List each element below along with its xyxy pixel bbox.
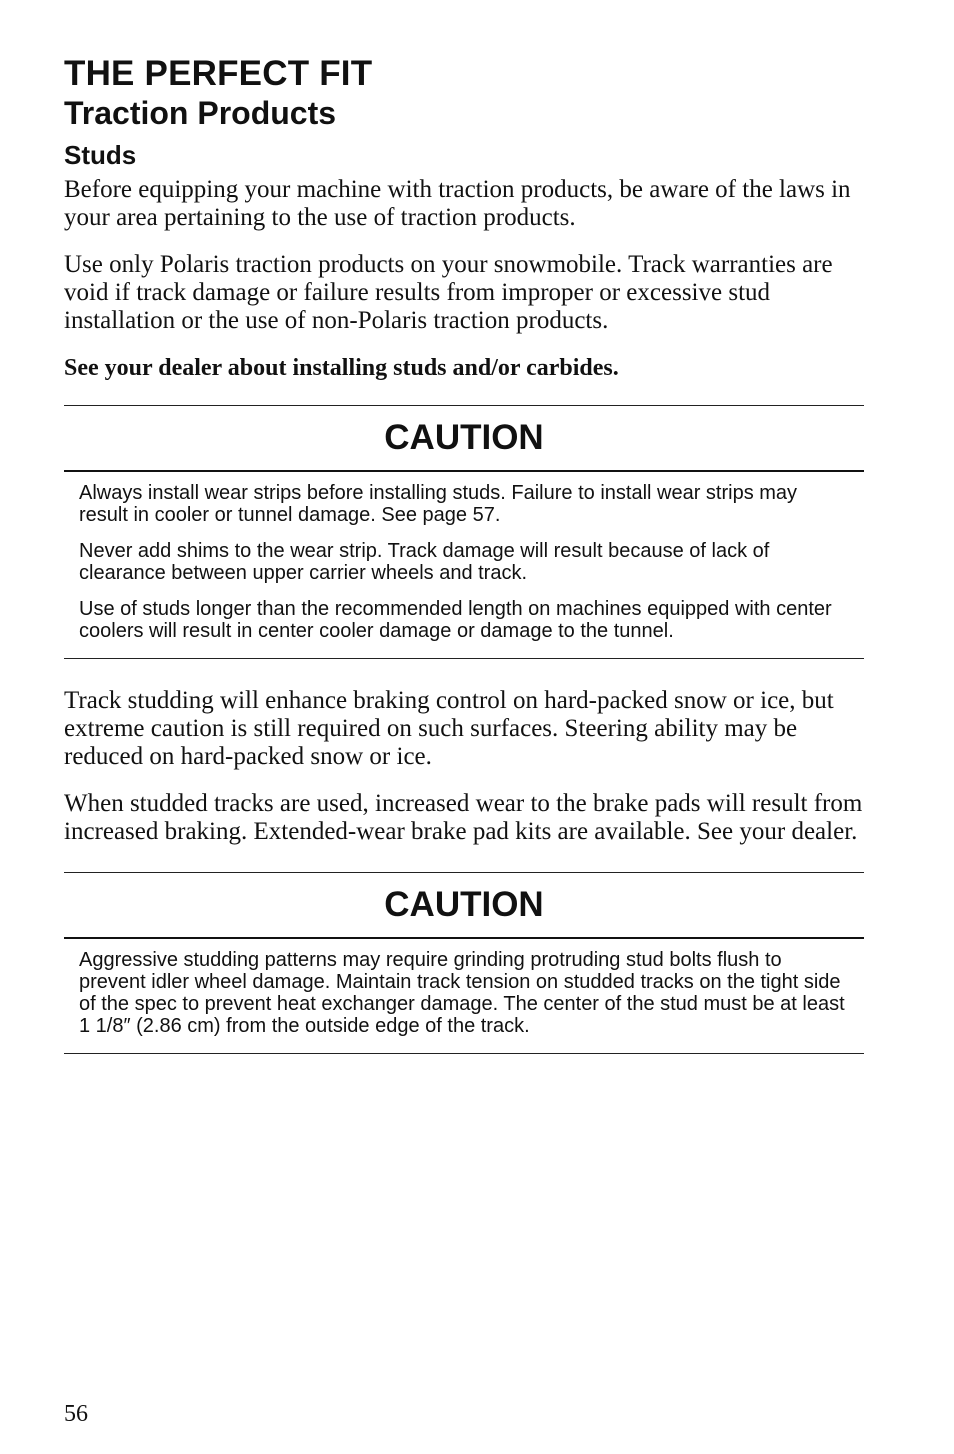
caution-box-2 (64, 872, 864, 1054)
manual-page (64, 54, 864, 1082)
section-heading: Traction Products (64, 95, 337, 131)
page-title: THE PERFECT FIT (64, 54, 373, 93)
studding-paragraph: Track studding will enhance braking control on hard-packed snow or ice, but extreme caution is still required on such surfaces. Steering ability may be reduced on hard-packed snow or ice. (64, 687, 834, 770)
caution-heading: CAUTION (64, 406, 864, 472)
intro-paragraph-1: Before equipping your machine with traction products, be aware of the laws in your area pertaining to the use of traction products. (64, 176, 851, 231)
caution-item: Never add shims to the wear strip. Track damage will result because of lack of clearance between upper carrier wheels and track. (79, 540, 770, 584)
brake-paragraph: When studded tracks are used, increased wear to the brake pads will result from increased braking. Extended-wear brake pad kits are available. See your dealer. (64, 790, 863, 845)
dealer-note: See your dealer about installing studs and/or carbides. (64, 355, 619, 381)
caution-box-1 (64, 405, 864, 659)
caution-heading: CAUTION (64, 873, 864, 939)
subsection-heading: Studs (64, 140, 137, 170)
caution-body (64, 939, 864, 1053)
caution-body (64, 472, 864, 658)
intro-paragraph-2: Use only Polaris traction products on your snowmobile. Track warranties are void if track damage or failure results from improper or excessive stud installation or the use of non-Polaris traction products. (64, 251, 833, 334)
caution-item: Use of studs longer than the recommended length on machines equipped with center coolers will result in center cooler damage or damage to the tunnel. (79, 598, 832, 642)
caution-item: Always install wear strips before installing studs. Failure to install wear strips may result in cooler or tunnel damage. See page 57. (79, 482, 798, 526)
caution-item: Aggressive studding patterns may require grinding protruding stud bolts flush to prevent idler wheel damage. Maintain track tension on studded tracks on the tight side of the spec to prevent heat exchanger damage. The center of the stud must be at least 1 1/8″ (2.86 cm) from the outside edge of the track. (79, 949, 845, 1037)
page-number: 56 (64, 1401, 88, 1427)
